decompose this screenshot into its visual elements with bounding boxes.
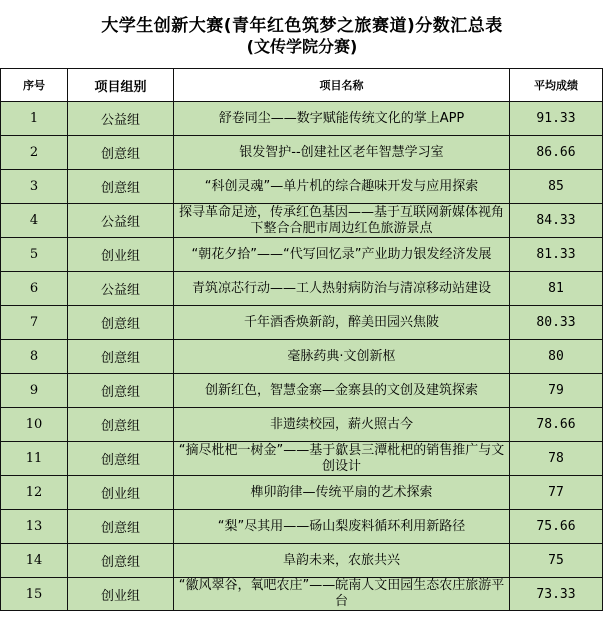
table-row — [1, 408, 603, 442]
name-cell[interactable]: “摘尽枇杷一树金”——基于歙县三潭枇杷的销售推广与文创设计 — [174, 442, 510, 476]
group-cell[interactable]: 创意组 — [68, 442, 174, 476]
group-cell[interactable]: 创业组 — [68, 578, 174, 611]
group-cell[interactable]: 创意组 — [68, 136, 174, 170]
header-name[interactable]: 项目名称 — [174, 69, 510, 102]
name-cell[interactable]: 舒卷同尘——数字赋能传统文化的掌上APP — [174, 102, 510, 136]
group-cell[interactable]: 创意组 — [68, 374, 174, 408]
score-cell[interactable]: 84.33 — [510, 204, 603, 238]
score-cell[interactable]: 86.66 — [510, 136, 603, 170]
score-table — [0, 68, 603, 611]
score-cell[interactable]: 85 — [510, 170, 603, 204]
table-row — [1, 306, 603, 340]
no-cell[interactable]: 11 — [1, 442, 68, 476]
no-cell[interactable]: 6 — [1, 272, 68, 306]
score-cell[interactable]: 73.33 — [510, 578, 603, 611]
group-cell[interactable]: 公益组 — [68, 204, 174, 238]
table-row — [1, 544, 603, 578]
group-cell[interactable]: 公益组 — [68, 272, 174, 306]
no-cell[interactable]: 15 — [1, 578, 68, 611]
name-cell[interactable]: “梨”尽其用——砀山梨废料循环利用新路径 — [174, 510, 510, 544]
group-cell[interactable]: 创业组 — [68, 476, 174, 510]
table-row — [1, 272, 603, 306]
table-row — [1, 102, 603, 136]
no-cell[interactable]: 14 — [1, 544, 68, 578]
table-row — [1, 204, 603, 238]
score-cell[interactable]: 78.66 — [510, 408, 603, 442]
header-no[interactable]: 序号 — [1, 69, 68, 102]
name-cell[interactable]: “徽风翠谷，氧吧农庄”——皖南人文田园生态农庄旅游平台 — [174, 578, 510, 611]
table-row — [1, 374, 603, 408]
score-cell[interactable]: 78 — [510, 442, 603, 476]
score-cell[interactable]: 80.33 — [510, 306, 603, 340]
group-cell[interactable]: 创意组 — [68, 340, 174, 374]
score-cell[interactable]: 79 — [510, 374, 603, 408]
no-cell[interactable]: 4 — [1, 204, 68, 238]
group-cell[interactable]: 创意组 — [68, 408, 174, 442]
name-cell[interactable]: 银发智护--创建社区老年智慧学习室 — [174, 136, 510, 170]
name-cell[interactable]: 创新红色，智慧金寨—金寨县的文创及建筑探索 — [174, 374, 510, 408]
group-cell[interactable]: 创意组 — [68, 544, 174, 578]
score-cell[interactable]: 80 — [510, 340, 603, 374]
page-subtitle: (文传学院分赛) — [246, 37, 358, 56]
name-cell[interactable]: “科创灵魂”—单片机的综合趣味开发与应用探索 — [174, 170, 510, 204]
no-cell[interactable]: 13 — [1, 510, 68, 544]
table-row — [1, 136, 603, 170]
table-row — [1, 442, 603, 476]
score-cell[interactable]: 81.33 — [510, 238, 603, 272]
name-cell[interactable]: 青筑凉芯行动——工人热射病防治与清凉移动站建设 — [174, 272, 510, 306]
name-cell[interactable]: 毫脉药典·文创新枢 — [174, 340, 510, 374]
table-row — [1, 578, 603, 611]
no-cell[interactable]: 1 — [1, 102, 68, 136]
table-row — [1, 340, 603, 374]
group-cell[interactable]: 创意组 — [68, 510, 174, 544]
name-cell[interactable]: 千年酒香焕新韵，醉美田园兴焦陂 — [174, 306, 510, 340]
page-title: 大学生创新大赛(青年红色筑梦之旅赛道)分数汇总表 — [101, 16, 503, 36]
no-cell[interactable]: 2 — [1, 136, 68, 170]
name-cell[interactable]: 非遗续校园，薪火照古今 — [174, 408, 510, 442]
header-group[interactable]: 项目组别 — [68, 69, 174, 102]
table-row — [1, 510, 603, 544]
name-cell[interactable]: 探寻革命足迹，传承红色基因——基于互联网新媒体视角下整合合肥市周边红色旅游景点 — [174, 204, 510, 238]
no-cell[interactable]: 10 — [1, 408, 68, 442]
name-cell[interactable]: 阜韵未来，农旅共兴 — [174, 544, 510, 578]
table-row — [1, 476, 603, 510]
header-score[interactable]: 平均成绩 — [510, 69, 603, 102]
no-cell[interactable]: 9 — [1, 374, 68, 408]
no-cell[interactable]: 7 — [1, 306, 68, 340]
header-row — [1, 69, 603, 102]
score-cell[interactable]: 77 — [510, 476, 603, 510]
no-cell[interactable]: 3 — [1, 170, 68, 204]
no-cell[interactable]: 5 — [1, 238, 68, 272]
score-cell[interactable]: 91.33 — [510, 102, 603, 136]
score-cell[interactable]: 75.66 — [510, 510, 603, 544]
score-cell[interactable]: 75 — [510, 544, 603, 578]
no-cell[interactable]: 8 — [1, 340, 68, 374]
group-cell[interactable]: 公益组 — [68, 102, 174, 136]
title-block — [0, 0, 604, 68]
group-cell[interactable]: 创业组 — [68, 238, 174, 272]
group-cell[interactable]: 创意组 — [68, 170, 174, 204]
table-row — [1, 238, 603, 272]
table-row — [1, 170, 603, 204]
name-cell[interactable]: 榫卯韵律—传统平扇的艺术探索 — [174, 476, 510, 510]
group-cell[interactable]: 创意组 — [68, 306, 174, 340]
name-cell[interactable]: “朝花夕拾”——“代写回忆录”产业助力银发经济发展 — [174, 238, 510, 272]
score-cell[interactable]: 81 — [510, 272, 603, 306]
no-cell[interactable]: 12 — [1, 476, 68, 510]
